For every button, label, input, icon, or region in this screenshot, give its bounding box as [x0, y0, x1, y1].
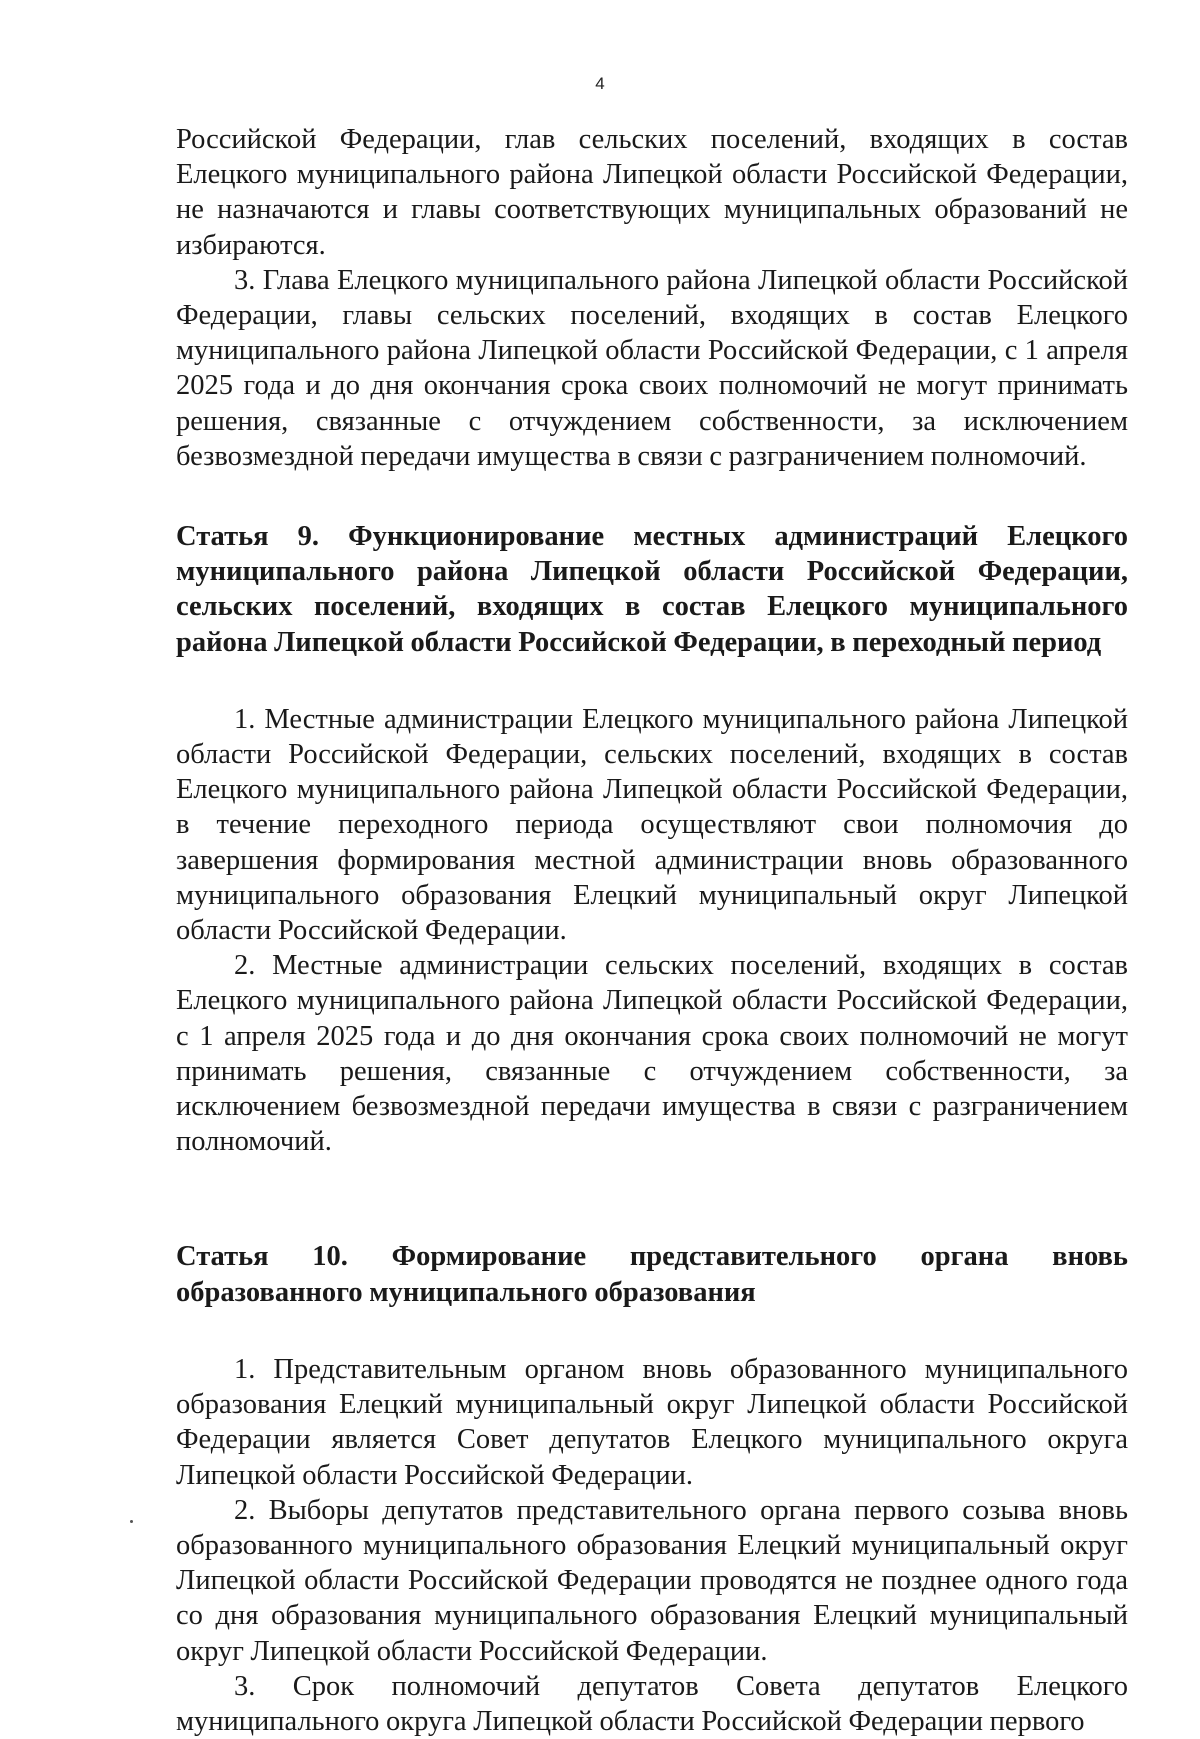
article-10-heading: Статья 10. Формирование представительного органа вновь образованного муниципального образования	[176, 1241, 1128, 1308]
page-number: 4	[595, 74, 605, 93]
paragraph-article10-item3: 3. Срок полномочий депутатов Совета депутатов Елецкого муниципального округа Липецкой области Российской Федерации первого	[176, 1670, 1128, 1737]
paragraph-article10-item1: 1. Представительным органом вновь образованного муниципального образования Елецкий муниципальный округ Липецкой области Российской Федерации является Совет депутатов Елецкого муниципального округа Липецкой области Российской Федерации.	[176, 1353, 1128, 1491]
paragraph-article9-item2: 2. Местные администрации сельских поселений, входящих в состав Елецкого муниципального района Липецкой области Российской Федерации, с 1 апреля 2025 года и до дня окончания срока своих полномочий не могут принимать решения, связанные с отчуждением собственности, за исключением безвозмездной передачи имущества в связи с разграничением полномочий.	[176, 950, 1128, 1158]
document-body	[176, 122, 1128, 1739]
paragraph-continuation: Российской Федерации, глав сельских поселений, входящих в состав Елецкого муниципального района Липецкой области Российской Федерации, не назначаются и главы соответствующих муниципальных образований не избираются.	[176, 124, 1128, 261]
scan-speck	[130, 1520, 133, 1523]
paragraph-article10-item2: 2. Выборы депутатов представительного органа первого созыва вновь образованного муниципального образования Елецкий муниципальный округ Липецкой области Российской Федерации проводятся не позднее одного года со дня образования муниципального образования Елецкий муниципальный округ Липецкой области Российской Федерации.	[176, 1494, 1128, 1667]
paragraph-article9-item1: 1. Местные администрации Елецкого муниципального района Липецкой области Российской Федерации, сельских поселений, входящих в состав Елецкого муниципального района Липецкой области Российской Федерации, в течение переходного периода осуществляют свои полномочия до завершения формирования местной администрации вновь образованного муниципального образования Елецкий муниципальный округ Липецкой области Российской Федерации.	[176, 703, 1128, 947]
article-9-heading: Статья 9. Функционирование местных администраций Елецкого муниципального района Липецкой области Российской Федерации, сельских поселений, входящих в состав Елецкого муниципального района Липецкой области Российской Федерации, в переходный период	[176, 521, 1128, 658]
paragraph-article8-item3: 3. Глава Елецкого муниципального района Липецкой области Российской Федерации, главы сельских поселений, входящих в состав Елецкого муниципального района Липецкой области Российской Федерации, с 1 апреля 2025 года и до дня окончания срока своих полномочий не могут принимать решения, связанные с отчуждением собственности, за исключением безвозмездной передачи имущества в связи с разграничением полномочий.	[176, 264, 1128, 472]
